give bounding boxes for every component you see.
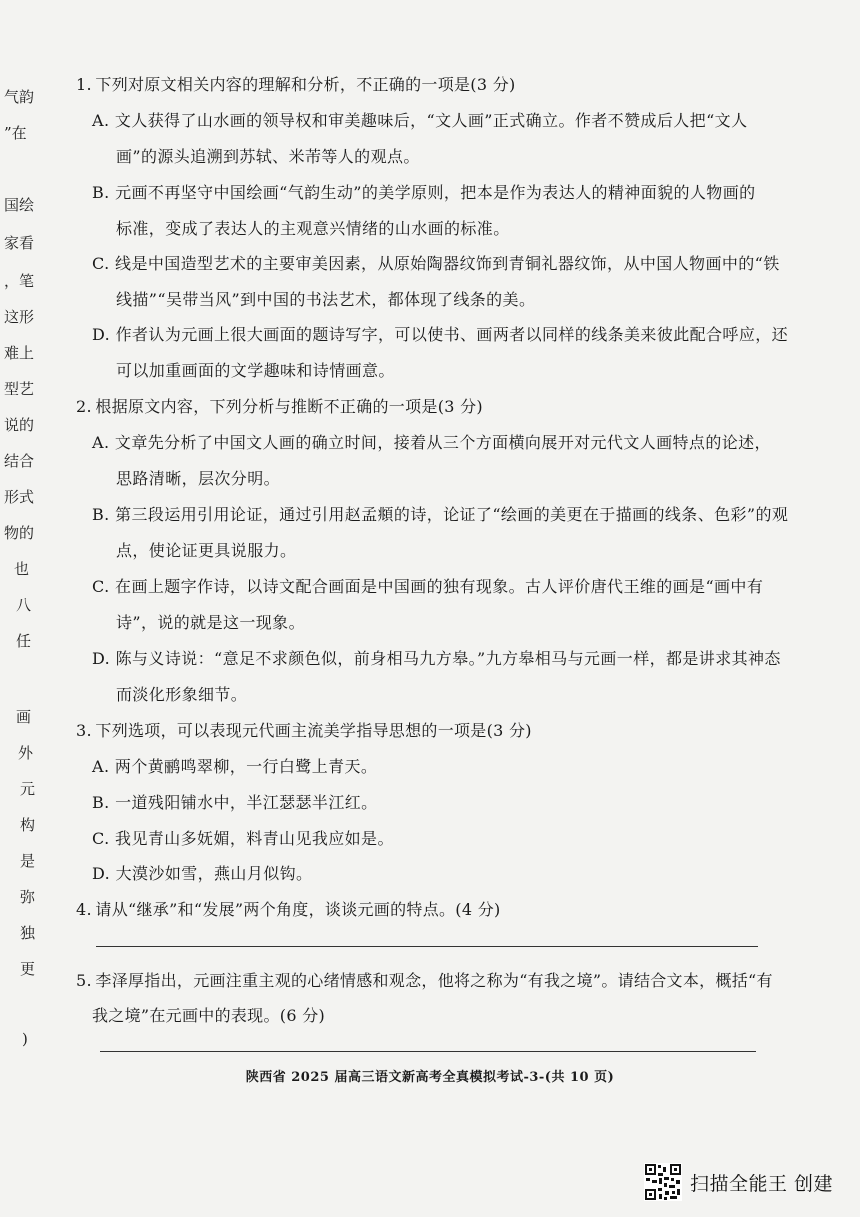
margin-fragment: ) [22,1030,28,1048]
margin-fragment: 外 [18,744,34,762]
margin-fragment: 也 [14,560,30,578]
q2-option-a: A. 文章先分析了中国文人画的确立时间，接着从三个方面横向展开对元代文人画特点的论述， [92,433,771,452]
question-1-stem [76,72,766,95]
question-number: 1. [76,75,92,94]
margin-fragment: 型艺 [4,380,35,398]
q1-option-b: B. 元画不再坚守中国绘画“气韵生动”的美学原则，把本是作为表达人的精神面貌的人物画的 [92,183,756,202]
margin-fragment: 难上 [4,344,35,362]
q2-option-c: C. 在画上题字作诗，以诗文配合画面是中国画的独有现象。古人评价唐代王维的画是“画中有 [92,577,764,596]
question-text: 根据原文内容，下列分析与推断不正确的一项是(3 分) [95,397,483,416]
q1-option-d: D. 作者认为元画上很大画面的题诗写字，可以使书、画两者以同样的线条美来彼此配合呼应，还 [92,325,789,344]
question-number: 4. [76,900,92,919]
margin-fragment: 结合 [4,452,35,470]
q2-option-d-cont: 而淡化形象细节。 [116,685,248,704]
margin-fragment: 这形 [4,308,35,326]
margin-fragment: 物的 [4,524,35,542]
question-4-stem [76,897,766,920]
margin-fragment: 说的 [4,416,35,434]
page-footer: 陕西省 2025 届高三语文新高考全真模拟考试-3-(共 10 页) [245,1070,615,1085]
question-2-stem [76,394,766,417]
question-text: 下列对原文相关内容的理解和分析，不正确的一项是(3 分) [95,75,516,94]
q1-option-a: A. 文人获得了山水画的领导权和审美趣味后，“文人画”正式确立。作者不赞成后人把“文人 [92,111,748,130]
watermark-text: 扫描全能王 创建 [690,1172,834,1195]
margin-fragment: 更 [20,960,36,978]
margin-fragment: 任 [16,632,32,650]
question-3-stem [76,718,766,741]
answer-line [96,946,758,947]
margin-fragment: 是 [20,852,36,870]
margin-fragment: 国绘 [4,196,35,214]
q3-option-a: A. 两个黄鹂鸣翠柳，一行白鹭上青天。 [92,757,378,776]
margin-fragment: 家看 [4,234,35,252]
margin-fragment: 元 [20,780,36,798]
margin-fragment: 独 [20,924,36,942]
margin-fragment: 画 [16,708,32,726]
question-text: 李泽厚指出，元画注重主观的心绪情感和观念，他将之称为“有我之境”。请结合文本，概括“有 [95,971,773,990]
q3-option-b: B. 一道残阳铺水中，半江瑟瑟半江红。 [92,793,378,812]
margin-fragment: 构 [20,816,36,834]
question-text: 下列选项，可以表现元代画主流美学指导思想的一项是(3 分) [95,721,532,740]
scanner-watermark [644,1162,833,1202]
q2-option-b-cont: 点，使论证更具说服力。 [116,541,297,560]
qr-code-icon [644,1163,682,1201]
question-number: 2. [76,397,92,416]
q2-option-a-cont: 思路清晰，层次分明。 [116,469,281,488]
q1-option-b-cont: 标准，变成了表达人的主观意兴情绪的山水画的标准。 [116,219,510,238]
question-number: 5. [76,971,92,990]
q1-option-d-cont: 可以加重画面的文学趣味和诗情画意。 [116,361,395,380]
q1-option-c-cont: 线描”“吴带当风”到中国的书法艺术，都体现了线条的美。 [116,290,536,309]
q3-option-c: C. 我见青山多妩媚，料青山见我应如是。 [92,829,394,848]
q1-option-c: C. 线是中国造型艺术的主要审美因素，从原始陶器纹饰到青铜礼器纹饰，从中国人物画中的“铁 [92,254,780,273]
q2-option-d: D. 陈与义诗说：“意足不求颜色似，前身相马九方皋。”九方皋相马与元画一样，都是讲求其神态 [92,649,781,668]
question-5-stem-cont: 我之境”在元画中的表现。(6 分) [92,1006,326,1025]
q3-option-d: D. 大漠沙如雪，燕山月似钩。 [92,864,313,883]
margin-fragment: 气韵 [4,88,35,106]
q2-option-b: B. 第三段运用引用论证，通过引用赵孟頫的诗，论证了“绘画的美更在于描画的线条、色彩”的观 [92,505,789,524]
answer-line [100,1051,756,1052]
question-text: 请从“继承”和“发展”两个角度，谈谈元画的特点。(4 分) [95,900,501,919]
margin-fragment: ，笔 [4,272,35,290]
margin-fragment: 八 [16,596,32,614]
margin-fragment: ”在 [4,124,27,142]
q1-option-a-cont: 画”的源头追溯到苏轼、米芾等人的观点。 [116,147,420,166]
margin-fragment: 弥 [20,888,36,906]
question-5-stem [76,968,773,991]
q2-option-c-cont: 诗”，说的就是这一现象。 [116,613,305,632]
margin-fragment: 形式 [4,488,35,506]
question-number: 3. [76,721,92,740]
